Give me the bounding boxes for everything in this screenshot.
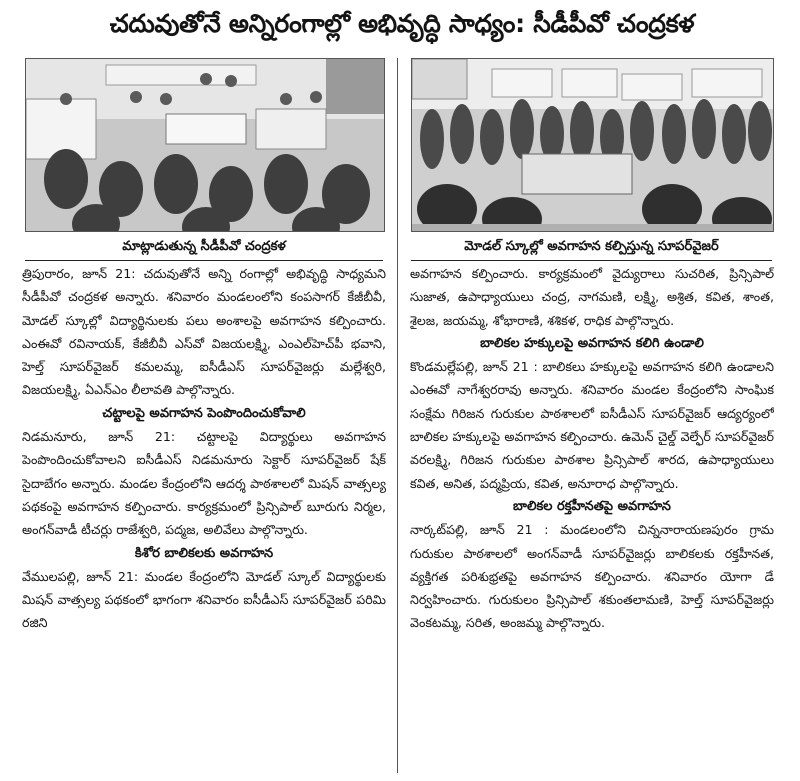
column-right [410, 262, 774, 778]
article-body-adolescent-girls: వేములపల్లి, జూన్ 21: మండల కేంద్రంలోని మోడల్ స్కూల్ విద్యార్థులకు మిషన్ వాత్సల్య పథకంలో భాగంగా శనివారం ఐసీడీఎస్ సూపర్‌వైజర్ పరిమి రజిని [22, 568, 386, 631]
article-body-adolescent-girls-continued: అవగాహన కల్పించారు. కార్యక్రమంలో వైద్యురాలు సుచరిత, ప్రిన్సిపాల్ సుజాత, ఉపాధ్యాయులు చంద్ర, నాగమణి, లక్ష్మి, అశ్రిత, కవిత, శాంత, శైలజ, జయమ్మ, శోభారాణి, శశికళ, రాధిక పాల్గొన్నారు. [410, 266, 774, 328]
article-heading-adolescent-girls: కిశోర బాలికలకు అవగాహన [134, 545, 274, 561]
main-article-body: త్రిపురారం, జూన్ 21: చదువుతోనే అన్ని రంగాల్లో అభివృద్ధి సాధ్యమని సీడీపీవో చంద్రకళ అన్నారు. శనివారం మండలంలోని కంపసాగర్ కేజీబీవీ, మోడల్ స్కూల్లో విద్యార్థినులకు పలు అంశాలపై అవగాహన కల్పించారు. ఎంఈవో రవినాయక్, కేజీబీవీ ఎస్‌వో విజయలక్ష్మి, ఎంఎల్‌హెచ్‌పీ భవాని, హెల్త్ సూపర్‌వైజర్ కమలమ్మ, ఐసీడీఎస్ సూపర్‌వైజర్లు మల్లేశ్వరి, విజయలక్ష్మి, ఏఎన్ఎం లీలావతి పాల్గొన్నారు. [22, 266, 386, 398]
article-heading-anaemia: బాలికల రక్తహీనతపై అవగాహన [513, 498, 671, 514]
photo-left-image [26, 59, 384, 231]
headline: చదువుతోనే అన్నిరంగాల్లో అభివృద్ధి సాధ్యం: సీడీపీవో చంద్రకళ [109, 9, 695, 38]
photo-right-image [412, 59, 773, 231]
photo-caption-right: మోడల్ స్కూల్లో అవగాహన కల్పిస్తున్న సూపర్‌వైజర్ [411, 233, 772, 261]
article-body-anaemia: నార్కట్‌పల్లి, జూన్ 21 : మండలంలోని చిన్ననారాయణపురం గ్రామ గురుకుల పాఠశాలలో అంగన్‌వాడీ సూపర్‌వైజర్లు బాలికలకు రక్తహీనత, వ్యక్తిగత పరిశుభ్రతపై అవగాహన కల్పించారు. శనివారం యోగా డే నిర్వహించారు. గురుకులం ప్రిన్సిపాల్ శకుంతలామణి, హెల్త్ సూపర్‌వైజర్లు వెంకటమ్మ, సరిత, అంజమ్మ పాల్గొన్నారు. [410, 522, 774, 631]
photo-caption-left: మాట్లాడుతున్న సీడీపీవో చంద్రకళ [25, 233, 383, 261]
article-heading-girls-rights: బాలికల హక్కులపై అవగాహన కలిగి ఉండాలి [480, 335, 704, 351]
column-divider [397, 58, 398, 773]
article-body-girls-rights: కొండమల్లేపల్లి, జూన్ 21 : బాలికలు హక్కులపై అవగాహన కలిగి ఉండాలని ఎంఈవో నాగేశ్వరరావు అన్నారు. శనివారం మండల కేంద్రంలోని సాంఘిక సంక్షేమ గిరిజన గురుకుల పాఠశాలలో ఐసీడీఎస్ సూపర్‌వైజర్ ఆద్యర్యంలో బాలికల హక్కులపై అవగాహన కల్పించారు. ఉమెన్ చైల్డ్ వెల్ఫేర్ సూపర్‌వైజర్ వరలక్ష్మి, గిరిజన గురుకుల పాఠశాల ప్రిన్సిపాల్ శారద, ఉపాధ్యాయులు కవిత, అనిత, పద్మప్రియ, కవిత, అనూరాధ పాల్గొన్నారు. [410, 359, 774, 491]
article-heading-laws: చట్టాలపై అవగాహన పెంపొందించుకోవాలి [102, 405, 306, 421]
photo-cdpo-speaking [25, 58, 385, 232]
article-body-laws: నిడమనూరు, జూన్ 21: చట్టాలపై విద్యార్థులు అవగాహన పెంపొందించుకోవాలని ఐసీడీఎస్ నిడమనూరు సెక్టార్ సూపర్‌వైజర్ షేక్ సైదాబేగం అన్నారు. మండల కేంద్రంలోని ఆదర్శ పాఠశాలలో మిషన్ వాత్సల్య పథకంపై అవగాహన కల్పించారు. కార్యక్రమంలో ప్రిన్సిపాల్ బూరుగు నిర్మల, అంగన్‌వాడీ టీచర్లు రాజేశ్వరి, పద్మజ, అలివేలు పాల్గొన్నారు. [22, 429, 386, 538]
column-left [22, 262, 386, 778]
photo-supervisor-model-school [411, 58, 774, 232]
